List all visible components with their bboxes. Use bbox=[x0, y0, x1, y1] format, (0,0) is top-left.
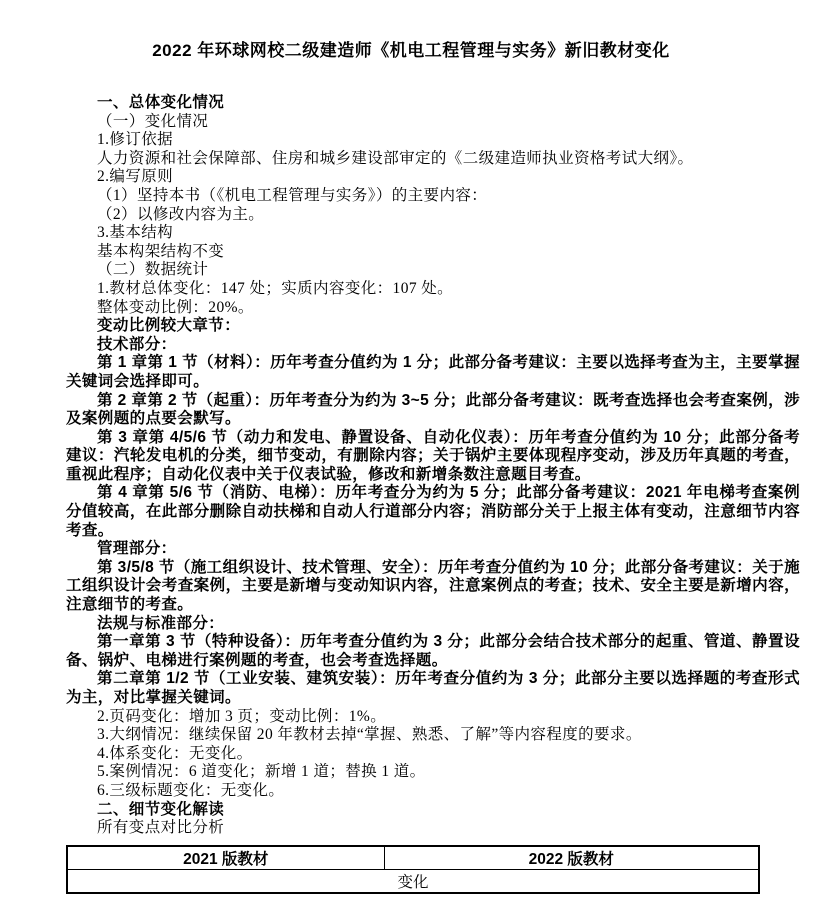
paragraph: 3.大纲情况：继续保留 20 年教材去掉“掌握、熟悉、了解”等内容程度的要求。 bbox=[97, 726, 642, 744]
paragraph: （2）以修改内容为主。 bbox=[97, 205, 265, 223]
paragraph: 管理部分： bbox=[97, 540, 177, 558]
paragraph: 6.三级标题变化：无变化。 bbox=[97, 781, 285, 799]
paragraph: （一）变化情况 bbox=[97, 112, 209, 130]
paragraph: 一、总体变化情况 bbox=[97, 94, 225, 111]
paragraph: 1.教材总体变化：147 处；实质内容变化：107 处。 bbox=[97, 279, 454, 297]
paragraph: 第 3 章第 4/5/6 节（动力和发电、静置设备、自动化仪表）：历年考查分值约为 10 分；此部分备考建议：汽轮发电机的分类，细节变动，有删除内容；关于锅炉主要体现程序变动，涉及历年真题的考查，重视此程序；自动化仪表中关于仪表试验，修改和新增条数注意题目考查。 bbox=[66, 428, 800, 483]
paragraph: 5.案例情况：6 道变化；新增 1 道；替换 1 道。 bbox=[97, 763, 426, 781]
paragraph: 人力资源和社会保障部、住房和城乡建设部审定的《二级建造师执业资格考试大纲》。 bbox=[97, 149, 694, 167]
paragraph: 第 2 章第 2 节（起重）：历年考查分为约为 3~5 分；此部分备考建议：既考查选择也会考查案例，涉及案例题的点要会默写。 bbox=[66, 391, 800, 428]
paragraph: 2.页码变化：增加 3 页；变动比例：1%。 bbox=[97, 707, 387, 725]
paragraph: 二、细节变化解读 bbox=[97, 800, 225, 818]
paragraph: 1.修订依据 bbox=[97, 131, 174, 149]
paragraph: 第一章第 3 节（特种设备）：历年考查分值约为 3 分；此部分会结合技术部分的起重、管道、静置设备、锅炉、电梯进行案例题的考查，也会考查选择题。 bbox=[66, 633, 800, 669]
table-header-row bbox=[67, 846, 759, 870]
table-header-2021: 2021 版教材 bbox=[67, 846, 384, 870]
paragraph: 2.编写原则 bbox=[97, 168, 174, 186]
paragraph: 第 1 章第 1 节（材料）：历年考查分值约为 1 分；此部分备考建议：主要以选择考查为主，主要掌握关键词会选择即可。 bbox=[66, 354, 800, 390]
comparison-table bbox=[66, 845, 760, 894]
paragraph: 整体变动比例：20%。 bbox=[97, 298, 254, 316]
paragraph: 4.体系变化：无变化。 bbox=[97, 744, 253, 762]
paragraph: 所有变点对比分析 bbox=[97, 819, 225, 837]
paragraph: 变动比例较大章节： bbox=[97, 317, 241, 335]
table-header-2022: 2022 版教材 bbox=[384, 846, 759, 870]
table-cell-change: 变化 bbox=[67, 869, 759, 893]
paragraph: （二）数据统计 bbox=[97, 261, 209, 279]
paragraph: 第二章第 1/2 节（工业安装、建筑安装）：历年考查分值约为 3 分；此部分主要以选择题的考查形式为主，对比掌握关键词。 bbox=[66, 670, 800, 706]
table-row bbox=[67, 869, 759, 893]
paragraph: 法规与标准部分： bbox=[97, 614, 225, 632]
paragraph: 第 3/5/8 节（施工组织设计、技术管理、安全）：历年考查分值约为 10 分；此部分备考建议：关于施工组织设计会考查案例，主要是新增与变动知识内容，注意案例点的考查；技术、安全主要是新增内容，注意细节的考查。 bbox=[66, 558, 800, 614]
paragraph: （1）坚持本书（《机电工程管理与实务》）的主要内容： bbox=[97, 186, 488, 204]
paragraph: 3.基本结构 bbox=[97, 224, 174, 242]
page-title: 2022 年环球网校二级建造师《机电工程管理与实务》新旧教材变化 bbox=[152, 41, 670, 60]
document-body bbox=[66, 94, 800, 838]
paragraph: 技术部分： bbox=[97, 335, 177, 353]
paragraph: 基本构架结构不变 bbox=[97, 242, 225, 260]
paragraph: 第 4 章第 5/6 节（消防、电梯）：历年考查分为约为 5 分；此部分备考建议：2021 年电梯考查案例分值较高，在此部分删除自动扶梯和自动人行道部分内容；消防部分关于上报主体有变动，注意细节内容考查。 bbox=[66, 484, 800, 539]
